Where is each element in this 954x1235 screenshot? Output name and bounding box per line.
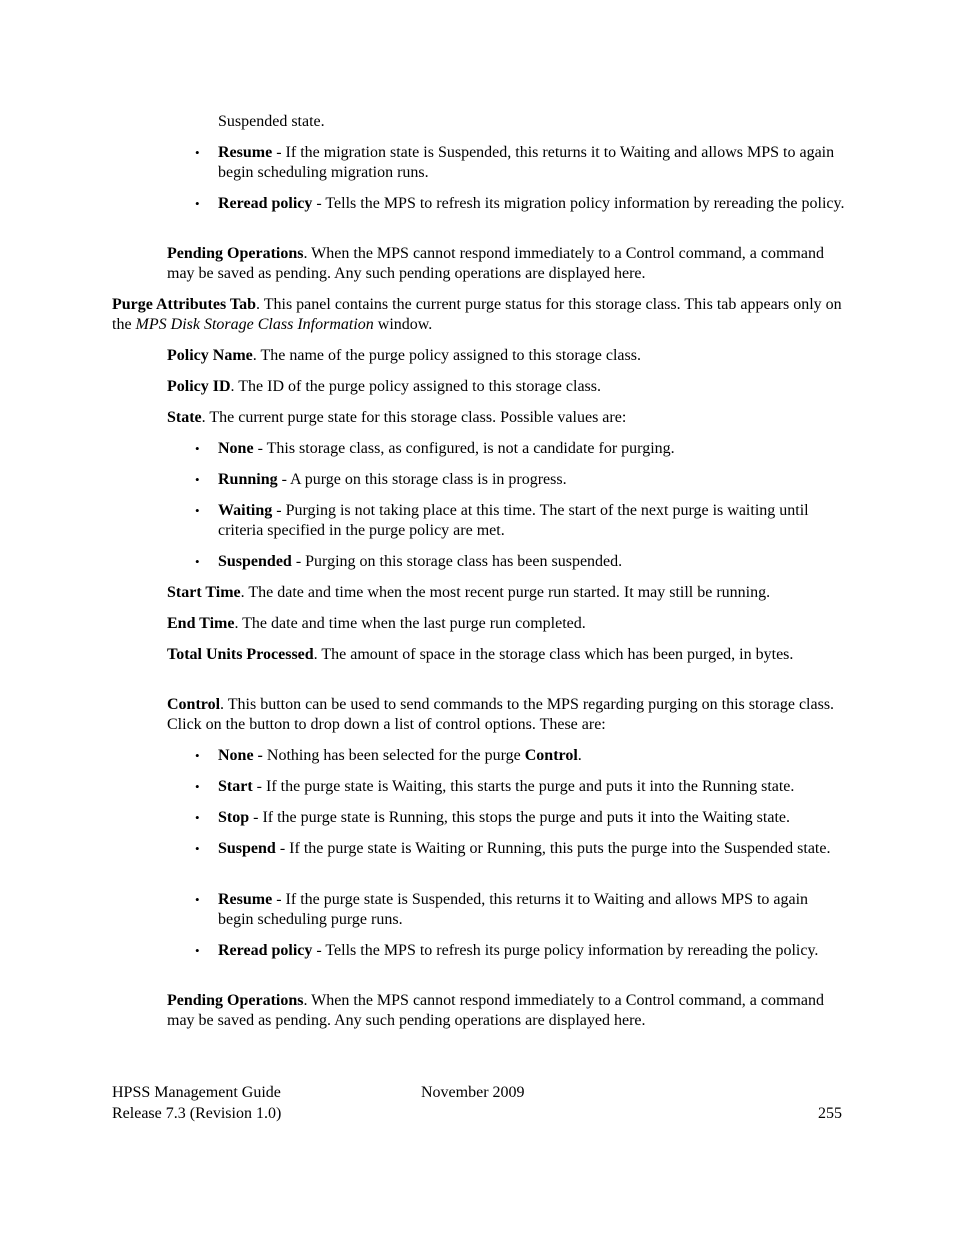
pending-operations-migration: Pending Operations. When the MPS cannot respond immediately to a Control command, a command may be saved as pending. Any such pending operations are displayed here. (167, 245, 824, 282)
bullet-icon: • (195, 841, 200, 856)
bullet-icon: • (195, 943, 200, 958)
start-time-field: Start Time. The date and time when the most recent purge run started. It may still be running. (167, 584, 771, 601)
bullet-icon: • (195, 779, 200, 794)
total-units-processed-field: Total Units Processed. The amount of space in the storage class which has been purged, in bytes. (167, 646, 794, 663)
bullet-icon: • (195, 892, 200, 907)
state-field: State. The current purge state for this storage class. Possible values are: (167, 409, 627, 426)
control-field: Control. This button can be used to send commands to the MPS regarding purging on this storage class. Click on the button to drop down a list of control options. These are: (167, 696, 835, 733)
bullet-icon: • (195, 748, 200, 763)
document-page: Suspended state. • Resume - If the migration state is Suspended, this returns it to Waiting and allows MPS to again begin scheduling migration runs. • Reread policy - Tells the MPS to refresh its migration policy information by rereading the policy. Pending Operations. When the MPS cannot respond immediately to a Control command, a command may be saved as pending. Any such pending operations are displayed here. Purge Attributes Tab. This panel contains the current purge status for this storage class. This tab appears only on the MPS Disk Storage Class Information window. Policy Name. The name of the purge policy assigned to this storage class. Policy ID. The ID of the purge policy assigned to this storage class. State. The current purge state for this storage class. Possible values are: • None - This storage class, as configured, is not a candidate for purging. • Running - A purge on this storage class is in progress. • Waiting - Purging is not taking place at this time. The start of the next purge is waiting until criteria specified in the purge policy are met. • Suspended - Purging on this storage class has been suspended. Start Time. The date and time when the most recent purge run started. It may still be running. End Time. The date and time when the last purge run completed. Total Units Processed. The amount of space in the storage class which has been purged, in bytes. Control. This button can be used to send commands to the MPS regarding purging on this storage class. Click on the button to drop down a list of control options. These are: • None - Nothing has been selected for the purge Control. • Start - If the purge state is Waiting, this starts the purge and puts it into the Running state. • Stop - If the purge state is Running, this stops the purge and puts it into the Waiting state. • Suspend - If the purge state is Waiting or Running, this puts the purge into the Suspended state. • Resume - If the purge state is Suspended, this returns it to Waiting and allows MPS to again begin scheduling purge runs. • Reread policy - Tells the MPS to refresh its purge policy information by rereading the policy. Pending Operations. When the MPS cannot respond immediately to a Control command, a command may be saved as pending. Any such pending operations are displayed here. HPSS Management Guide November 2009 Release 7.3 (Revision 1.0) 255 (0, 0, 954, 1235)
bullet-icon: • (195, 810, 200, 825)
bullet-icon: • (195, 503, 200, 518)
footer-guide-title: HPSS Management Guide (112, 1084, 281, 1101)
footer-release: Release 7.3 (Revision 1.0) (112, 1105, 282, 1122)
footer-date: November 2009 (421, 1084, 525, 1101)
bullet-icon: • (195, 441, 200, 456)
bullet-icon: • (195, 196, 200, 211)
bullet-icon: • (195, 554, 200, 569)
continuation-text: Suspended state. (218, 113, 325, 130)
pending-operations-purge: Pending Operations. When the MPS cannot respond immediately to a Control command, a command may be saved as pending. Any such pending operations are displayed here. (167, 992, 824, 1029)
bullet-icon: • (195, 472, 200, 487)
page-number: 255 (818, 1105, 842, 1122)
policy-id-field: Policy ID. The ID of the purge policy assigned to this storage class. (167, 378, 601, 395)
bullet-icon: • (195, 145, 200, 160)
policy-name-field: Policy Name. The name of the purge policy assigned to this storage class. (167, 347, 641, 364)
end-time-field: End Time. The date and time when the last purge run completed. (167, 615, 586, 632)
purge-attributes-tab-heading: Purge Attributes Tab. This panel contains the current purge status for this storage class. This tab appears only on the MPS Disk Storage Class Information window. (112, 296, 842, 333)
